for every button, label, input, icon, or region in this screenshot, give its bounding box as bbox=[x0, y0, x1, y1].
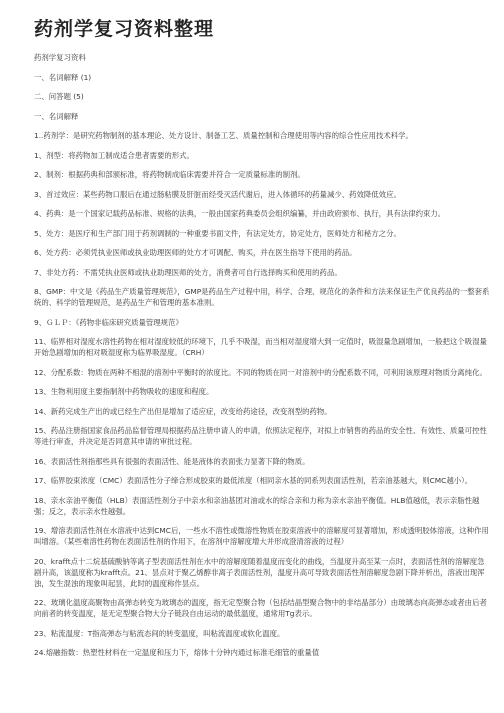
paragraph: 2、制剂：根据药典和部颁标准，将药物制成临床需要并符合一定质量标准的制剂。 bbox=[34, 170, 305, 179]
document-body bbox=[34, 52, 491, 658]
paragraph: 17、临界胶束浓度（CMC）表面活性分子缔合形成胶束的最低浓度（相同亲水基的同系列表面活性剂，若亲油基越大，则CMC越小）。 bbox=[34, 476, 473, 485]
paragraph: 24.熔融指数：热塑性材料在一定温度和压力下，熔体十分钟内通过标准毛细管的重量值 bbox=[34, 648, 320, 657]
paragraph: 一、名词解释 (1) bbox=[34, 72, 92, 82]
paragraph: 11、临界相对湿度水溶性药物在相对湿度较低的环境下，几乎不吸湿，而当相对湿度增大到一定值时，吸湿量急剧增加，一般把这个吸湿量开始急剧增加的相对吸湿度称为临界吸湿度。（CRH） bbox=[34, 337, 487, 357]
paragraph: 19、增溶表面活性剂在水溶液中达到CMC后，一些水不溶性或微溶性物质在胶束溶液中的溶解度可显著增加，形成透明胶体溶液，这种作用叫增溶。（某些难溶性药物在表面活性剂的作用下，在溶剂中溶解度增大并形成澄清溶液的过程） bbox=[34, 526, 489, 546]
paragraph: 14、新药完成生产出的或已经生产出但是增加了适应症，改变给药途径，改变剂型的药物。 bbox=[34, 406, 332, 416]
paragraph: 15、药品注册指国家食品药品监督管理局根据药品注册申请人的申请，依照法定程序，对拟上市销售的药品的安全性、有效性、质量可控性等进行审查，并决定是否同意其申请的审批过程。 bbox=[34, 426, 487, 446]
paragraph: 22、玻璃化温度高聚物由高弹态转变为玻璃态的温度，指无定型聚合物（包括结晶型聚合物中的非结晶部分）由玻璃态向高弹态或者由后者向前者的转变温度，是无定型聚合物大分子链段自由运动的最低温度，通常用Tg表示。 bbox=[34, 598, 487, 618]
paragraph: 5、处方：是医疗和生产部门用于药剂调制的一种重要书面文件，有法定处方，协定处方，医师处方和秘方之分。 bbox=[34, 228, 401, 238]
paragraph: 药剂学复习资料 bbox=[34, 53, 86, 62]
paragraph: 1..药剂学：是研究药物制剂的基本理论、处方设计、制备工艺、质量控制和合理使用等内容的综合性应用技术科学。 bbox=[34, 131, 413, 140]
paragraph: 4、药典：是一个国家记载药品标准、规格的法典，一般由国家药典委员会组织编纂，并由政府颁布、执行，具有法律约束力。 bbox=[34, 209, 446, 218]
paragraph: 16、表面活性剂指那些具有很强的表面活性、能是液体的表面张力显著下降的物质。 bbox=[34, 456, 310, 466]
paragraph: 一、名词解释 bbox=[34, 111, 79, 121]
paragraph: 12、分配系数：物质在两种不相混的溶剂中平衡时的浓度比。不同的物质在同一对溶剂中的分配系数不同，可利用该原理对物质分离纯化。 bbox=[34, 367, 487, 377]
paragraph: 6、处方药：必须凭执业医师或执业助理医师的处方才可调配、购买，并在医生指导下使用的药品。 bbox=[34, 248, 357, 257]
paragraph: 23、粘流温度：T指高弹态与粘流态间的转变温度，叫粘流温度或软化温度。 bbox=[34, 628, 285, 638]
paragraph: 3、首过效应：某些药物口服后在通过肠粘膜及肝脏而经受灭活代谢后，进入体循环的药量减少、药效降低效应。 bbox=[34, 189, 401, 199]
paragraph: 7、非处方药：不需凭执业医师或执业助理医师的处方，消费者可自行选择购买和使用的药品。 bbox=[34, 267, 342, 277]
paragraph: 1、剂型：将药物加工制成适合患者需要的形式。 bbox=[34, 150, 194, 160]
paragraph: 13、生物利用度主要指制剂中药物吸收的速度和程度。 bbox=[34, 387, 214, 396]
paragraph: 9、ＧＬＰ：《药物非临床研究质量管理规范》 bbox=[34, 317, 183, 327]
document-title: 药剂学复习资料整理 bbox=[34, 18, 215, 40]
paragraph: 8、GMP：中文是《药品生产质量管理规范》，GMP是药品生产过程中用，科学、合理、规范化的条件和方法来保证生产优良药品的一整套系统的、科学的管理规范，是药品生产和管理的基本准则。 bbox=[34, 287, 490, 307]
paragraph: 20、krafft点十二烷基硫酸钠等离子型表面活性剂在水中的溶解度随着温度而变化的曲线，当温度升高至某一点时，表面活性剂的溶解度急剧升高，该温度称为krafft点。21、昙点对于聚乙烯醇非离子表面活性剂，温度升高可导致表面活性剂溶解度急剧下降并析出，溶液出现浑浊，发生混浊的现象叫起昙，此时的温度称作昙点。 bbox=[34, 556, 485, 588]
paragraph: 18、亲水亲油平衡值（HLB）表面活性剂分子中亲水和亲油基团对油或水的综合亲和力称为亲水亲油平衡值。HLB值越低，表示亲脂性越强；反之，表示亲水性越强。 bbox=[34, 495, 480, 516]
paragraph: 二、问答题 (5) bbox=[34, 92, 84, 101]
